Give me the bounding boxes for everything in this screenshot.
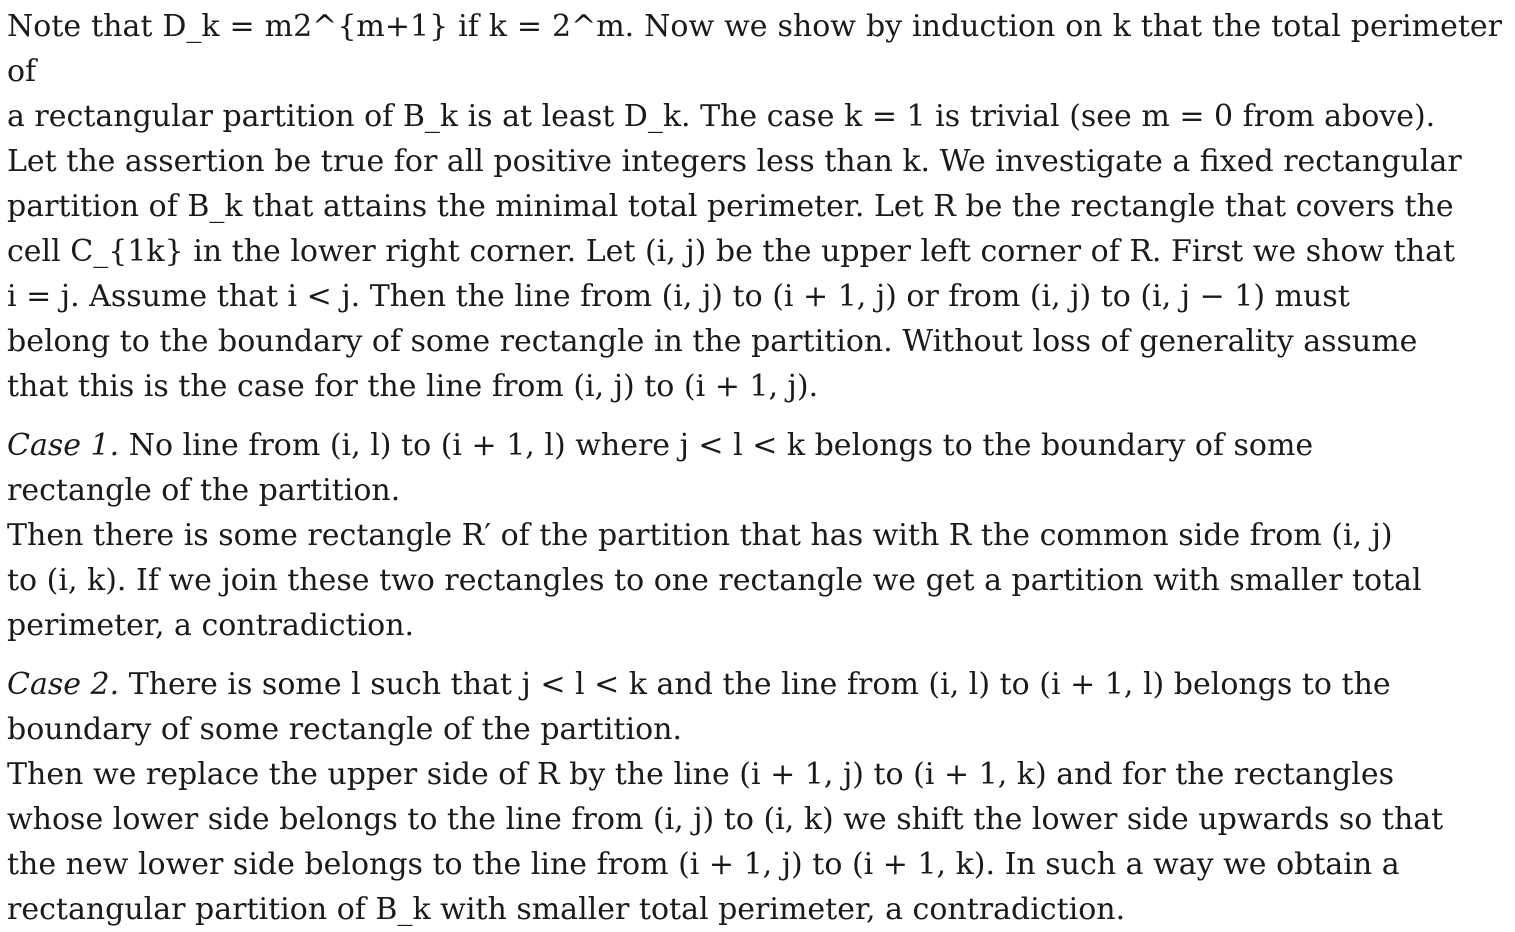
case-1-text: No line from (i, l) to (i + 1, l) where j < l < k belongs to the boundary of some [119,428,1314,463]
text-line [7,423,1502,468]
case-2-text: There is some l such that j < l < k and the line from (i, l) to (i + 1, l) belongs to the [119,667,1391,702]
paragraph-case-1 [7,423,1502,648]
text-line [7,662,1502,707]
paragraph-induction-proof [7,4,1502,409]
text-line: perimeter, a contradiction. [7,608,415,643]
text-line: Then there is some rectangle R′ of the partition that has with R the common side from (i, j) [7,518,1393,553]
document-page [7,0,1502,932]
text-line: rectangle of the partition. [7,473,401,508]
text-line: to (i, k). If we join these two rectangles to one rectangle we get a partition with smaller total [7,563,1422,598]
text-line: that this is the case for the line from (i, j) to (i + 1, j). [7,369,819,404]
case-2-label: Case 2. [7,667,120,702]
text-line: Let the assertion be true for all positive integers less than k. We investigate a fixed rectangular [7,144,1462,179]
text-line: a rectangular partition of B_k is at least D_k. The case k = 1 is trivial (see m = 0 from above). [7,99,1436,134]
text-line: belong to the boundary of some rectangle in the partition. Without loss of generality assume [7,324,1418,359]
text-line: cell C_{1k} in the lower right corner. Let (i, j) be the upper left corner of R. First we show that [7,234,1456,269]
text-line: boundary of some rectangle of the partition. [7,712,682,747]
text-line: Note that D_k = m2^{m+1} if k = 2^m. Now we show by induction on k that the total perimeter of [7,9,1502,89]
text-line: i = j. Assume that i < j. Then the line from (i, j) to (i + 1, j) or from (i, j) to (i, j − 1) must [7,279,1350,314]
case-1-label: Case 1. [7,428,120,463]
text-line: partition of B_k that attains the minimal total perimeter. Let R be the rectangle that covers the [7,189,1454,224]
text-line: rectangular partition of B_k with smaller total perimeter, a contradiction. [7,892,1126,927]
text-line: whose lower side belongs to the line from (i, j) to (i, k) we shift the lower side upwards so that [7,802,1444,837]
text-line: Then we replace the upper side of R by the line (i + 1, j) to (i + 1, k) and for the rectangles [7,757,1394,792]
paragraph-case-2 [7,662,1502,932]
text-line: the new lower side belongs to the line from (i + 1, j) to (i + 1, k). In such a way we obtain a [7,847,1400,882]
